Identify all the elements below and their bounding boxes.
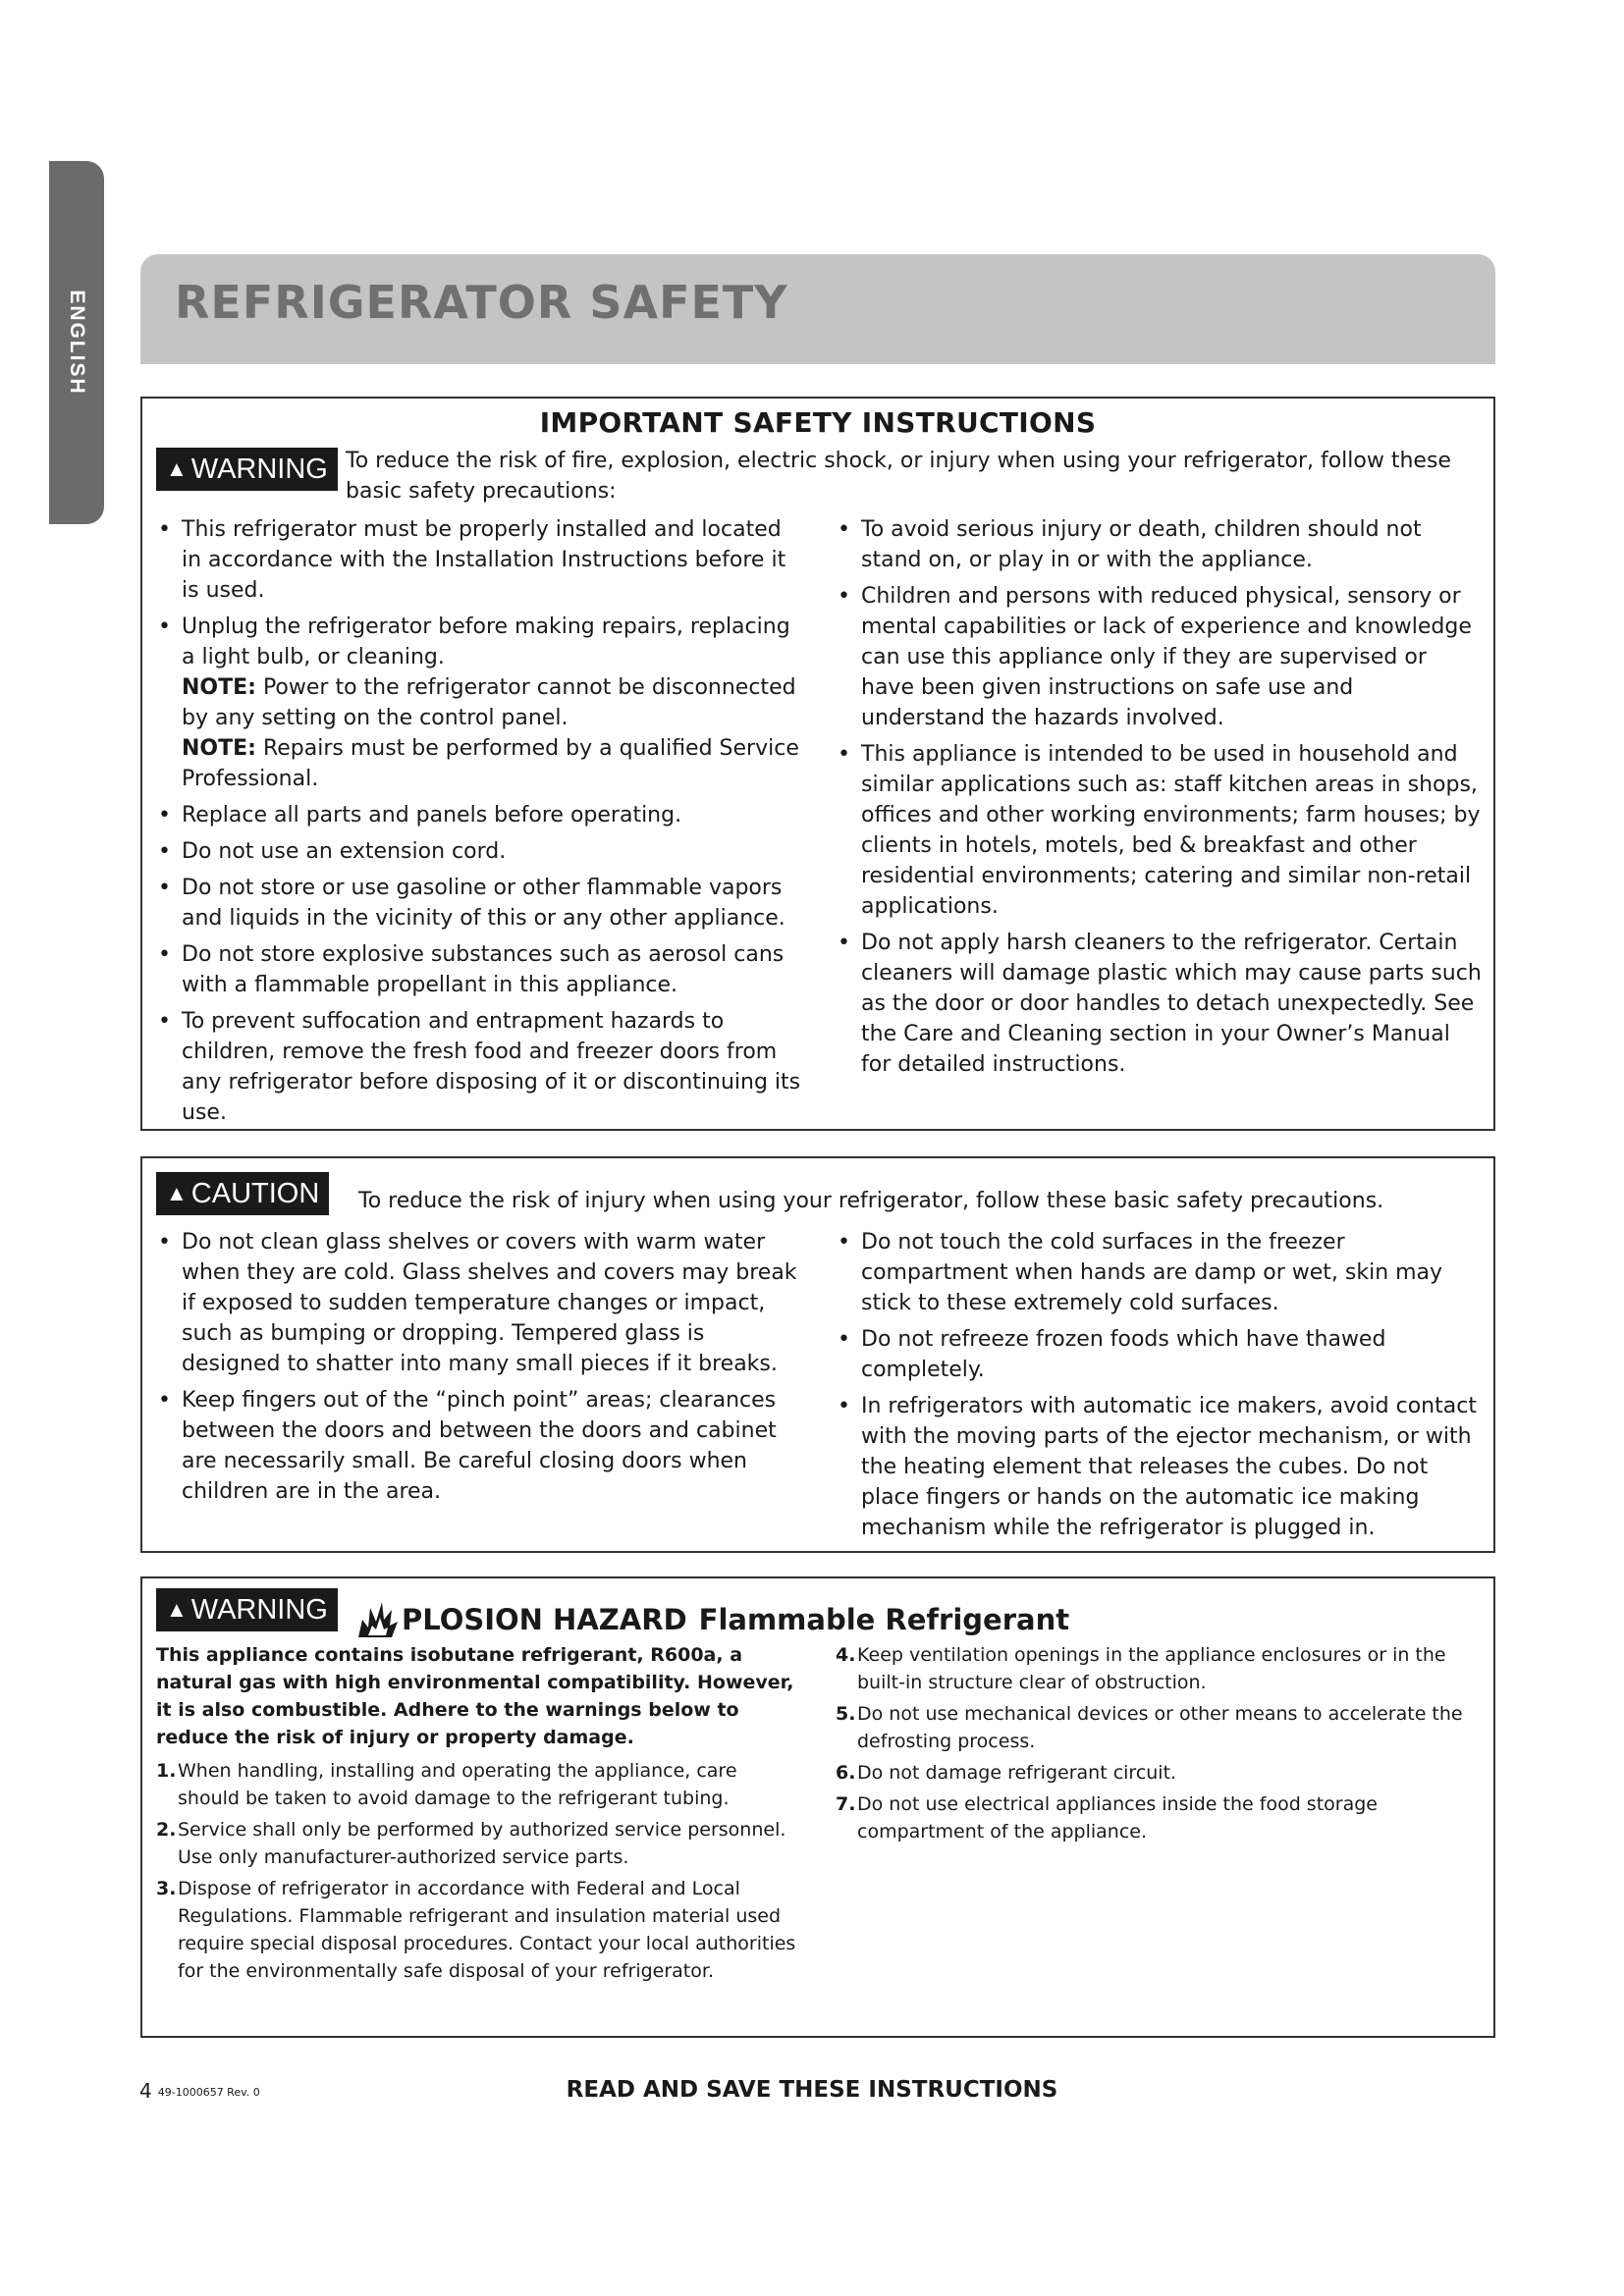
explosion-icon [356, 1600, 400, 1639]
page-number-value: 4 [139, 2079, 152, 2103]
caution-box [140, 1156, 1495, 1553]
item-text: Dispose of refrigerator in accordance with Federal and Local Regulations. Flammable refrigerant and insulation material used require special disposal procedures. Contact your local authorities for the environmentally safe disposal of your refrigerator. [178, 1878, 796, 1982]
page-title: REFRIGERATOR SAFETY [175, 276, 788, 329]
doc-number: 49-1000657 Rev. 0 [157, 2086, 260, 2099]
item-text: Do not use electrical appliances inside the food storage compartment of the appliance. [857, 1793, 1378, 1842]
page-title-bar [140, 254, 1495, 364]
item-text: Do not use mechanical devices or other means to accelerate the defrosting process. [857, 1703, 1463, 1752]
caution-intro: To reduce the risk of injury when using your refrigerator, follow these basic safety precautions. [358, 1189, 1384, 1213]
note-2 [182, 733, 804, 794]
footer-notice: READ AND SAVE THESE INSTRUCTIONS [566, 2077, 1058, 2103]
language-label: ENGLISH [66, 290, 88, 396]
list-item: • This refrigerator must be properly installed and located in accordance with the Installation Instructions before it is used. [156, 514, 804, 606]
list-item [156, 1875, 804, 1985]
list-item: • To avoid serious injury or death, children should not stand on, or play in or with the appliance. [836, 514, 1484, 575]
language-tab [49, 161, 104, 524]
list-item: • Do not apply harsh cleaners to the refrigerator. Certain cleaners will damage plastic which may cause parts such as the door or door handles to detach unexpectedly. See the Care and Cleaning section in your Owner’s Manual for detailed instructions. [836, 928, 1484, 1080]
item-text: Service shall only be performed by authorized service personnel. Use only manufacturer-authorized service parts. [178, 1819, 786, 1868]
list-item [836, 1641, 1484, 1696]
right-column [836, 1227, 1484, 1549]
section-heading: IMPORTANT SAFETY INSTRUCTIONS [539, 406, 1097, 439]
item-text: Keep ventilation openings in the appliance enclosures or in the built-in structure clear of obstruction. [857, 1644, 1446, 1693]
left-column [156, 514, 804, 1134]
list-item: • Children and persons with reduced physical, sensory or mental capabilities or lack of experience and knowledge can use this appliance only if they are supervised or have been given instructions on safe use and understand the hazards involved. [836, 581, 1484, 733]
list-item: • Do not clean glass shelves or covers with warm water when they are cold. Glass shelves and covers may break if exposed to sudden temperature changes or impact, such as bumping or dropping. Tempered glass is designed to shatter into many small pieces if it breaks. [156, 1227, 804, 1379]
list-item [836, 1790, 1484, 1845]
item-text: When handling, installing and operating the appliance, care should be taken to avoid damage to the refrigerant tubing. [178, 1760, 737, 1809]
item-number: 4. [836, 1644, 856, 1666]
right-column [836, 514, 1484, 1086]
warning-triangle-icon: ▲ [166, 456, 188, 481]
hazard-title [356, 1600, 1069, 1639]
important-safety-box [140, 397, 1495, 1131]
list-item [836, 1759, 1484, 1787]
list-item [156, 1757, 804, 1812]
list-item [836, 1700, 1484, 1755]
list-item: • In refrigerators with automatic ice makers, avoid contact with the moving parts of the ejector mechanism, or with the heating element that releases the cubes. Do not place fingers or hands on the automatic ice making mechanism while the refrigerator is plugged in. [836, 1391, 1484, 1543]
warning-triangle-icon: ▲ [166, 1181, 188, 1205]
list-item: • Do not store or use gasoline or other flammable vapors and liquids in the vicinity of this or any other appliance. [156, 873, 804, 934]
hazard-subtitle: Flammable Refrigerant [698, 1603, 1070, 1636]
warning-badge [156, 448, 338, 491]
list-item: • Do not touch the cold surfaces in the freezer compartment when hands are damp or wet, skin may stick to these extremely cold surfaces. [836, 1227, 1484, 1318]
note-label: NOTE: [182, 675, 256, 700]
item-number: 3. [156, 1878, 177, 1899]
list-item: • Do not use an extension cord. [156, 836, 804, 867]
item-number: 7. [836, 1793, 856, 1815]
caution-badge [156, 1172, 329, 1215]
warning-triangle-icon: ▲ [166, 1597, 188, 1622]
warning-badge [156, 1588, 338, 1631]
left-column [156, 1227, 804, 1513]
list-item: • Keep fingers out of the “pinch point” areas; clearances between the doors and between the doors and cabinet are necessarily small. Be careful closing doors when children are in the area. [156, 1385, 804, 1507]
list-item-text: Unplug the refrigerator before making repairs, replacing a light bulb, or cleaning. [182, 614, 790, 669]
list-item: • This appliance is intended to be used in household and similar applications such as: staff kitchen areas in shops, offices and other working environments; farm houses; by clients in hotels, motels, bed & breakfast and other residential environments; catering and similar non-retail applications. [836, 739, 1484, 922]
note-text: Power to the refrigerator cannot be disconnected by any setting on the control panel. [182, 675, 796, 730]
list-item: • Do not refreeze frozen foods which have thawed completely. [836, 1324, 1484, 1385]
item-number: 6. [836, 1762, 856, 1784]
warning-label: WARNING [190, 1594, 328, 1626]
explosion-hazard-box [140, 1576, 1495, 2038]
note-text: Repairs must be performed by a qualified Service Professional. [182, 736, 799, 791]
warning-label: WARNING [190, 454, 328, 485]
item-text: Do not damage refrigerant circuit. [857, 1762, 1177, 1784]
caution-label: CAUTION [190, 1178, 320, 1209]
item-number: 1. [156, 1760, 177, 1782]
warning-intro: To reduce the risk of fire, explosion, electric shock, or injury when using your refrigerator, follow these basic safety precautions: [346, 449, 1451, 504]
hazard-lead: This appliance contains isobutane refrigerant, R600a, a natural gas with high environmental compatibility. However, it is also combustible. Adhere to the warnings below to reduce the risk of injury or property damage. [156, 1644, 794, 1748]
right-column [836, 1641, 1484, 1849]
hazard-title-text: PLOSION HAZARD [402, 1603, 687, 1636]
list-item: • Replace all parts and panels before operating. [156, 800, 804, 830]
list-item [156, 1816, 804, 1871]
list-item: • To prevent suffocation and entrapment hazards to children, remove the fresh food and freezer doors from any refrigerator before disposing of it or discontinuing its use. [156, 1006, 804, 1128]
list-item [156, 612, 804, 794]
item-number: 5. [836, 1703, 856, 1725]
note-label: NOTE: [182, 736, 256, 761]
note-1 [182, 672, 804, 733]
left-column [156, 1641, 804, 1989]
list-item: • Do not store explosive substances such as aerosol cans with a flammable propellant in this appliance. [156, 939, 804, 1000]
item-number: 2. [156, 1819, 177, 1841]
